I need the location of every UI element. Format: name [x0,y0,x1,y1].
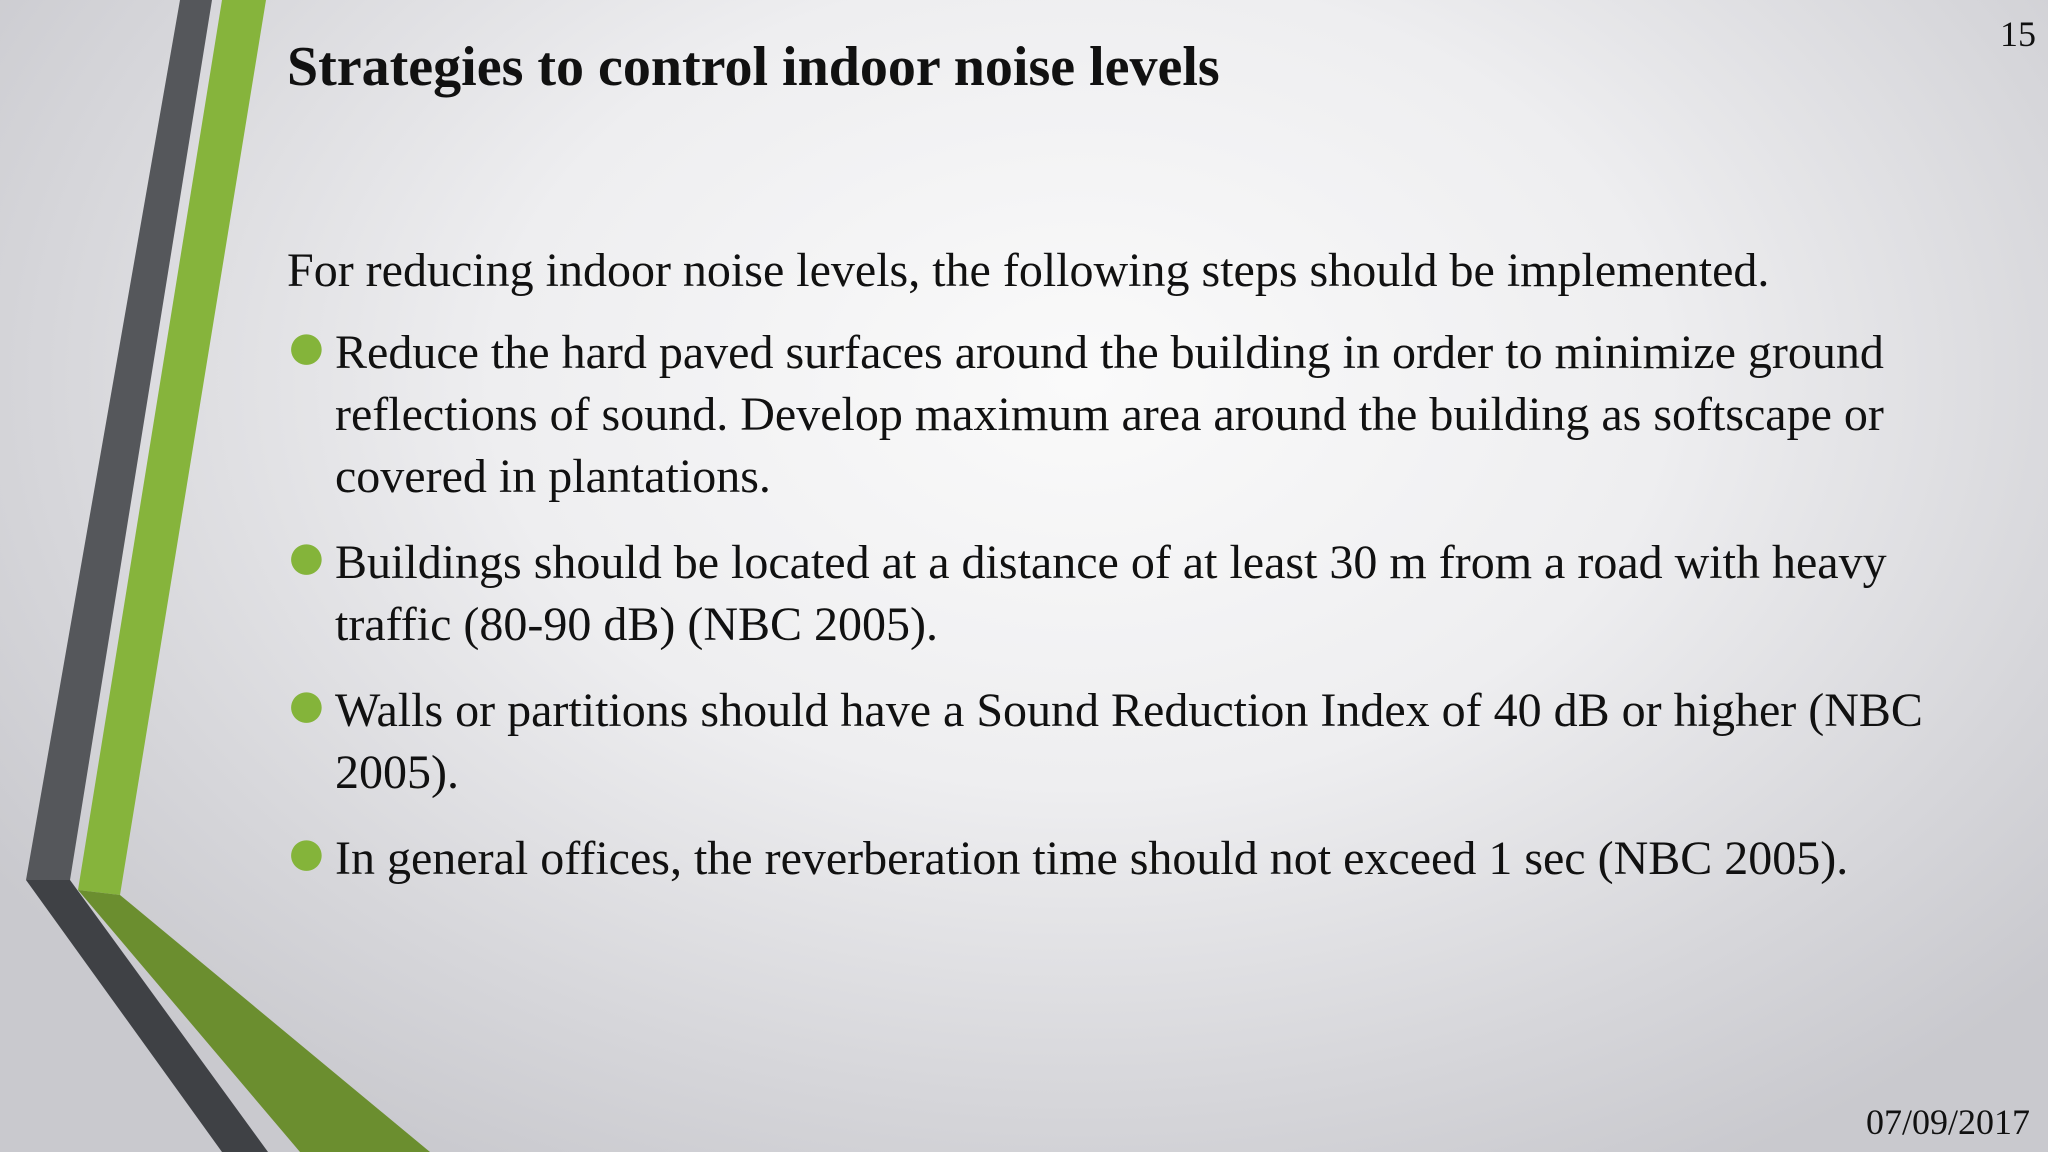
bullet-item [287,828,1927,890]
slide-number: 15 [2000,14,2036,54]
bullet-item [287,532,1927,656]
bullet-dot-icon: ● [289,682,324,728]
slide-body [287,240,1927,914]
intro-text: For reducing indoor noise levels, the following steps should be implemented. [287,244,1770,297]
bullet-text: In general offices, the reverberation time should not exceed 1 sec (NBC 2005). [335,832,1849,885]
bullet-dot-icon: ● [289,534,324,580]
bullet-item [287,322,1927,508]
bullet-list [287,322,1927,890]
bullet-text: Buildings should be located at a distance of at least 30 m from a road with heavy traffic (80-90 dB) (NBC 2005). [335,536,1887,651]
bullet-text: Walls or partitions should have a Sound Reduction Index of 40 dB or higher (NBC 2005). [335,684,1923,799]
bullet-dot-icon: ● [289,830,324,876]
bullet-item [287,680,1927,804]
bullet-dot-icon: ● [289,324,324,370]
slide-date: 07/09/2017 [1865,1102,2030,1142]
slide-title: Strategies to control indoor noise levels [287,36,1220,98]
bullet-text: Reduce the hard paved surfaces around the building in order to minimize ground reflections of sound. Develop maximum area around the building as softscape or covered in plantations. [335,326,1884,503]
